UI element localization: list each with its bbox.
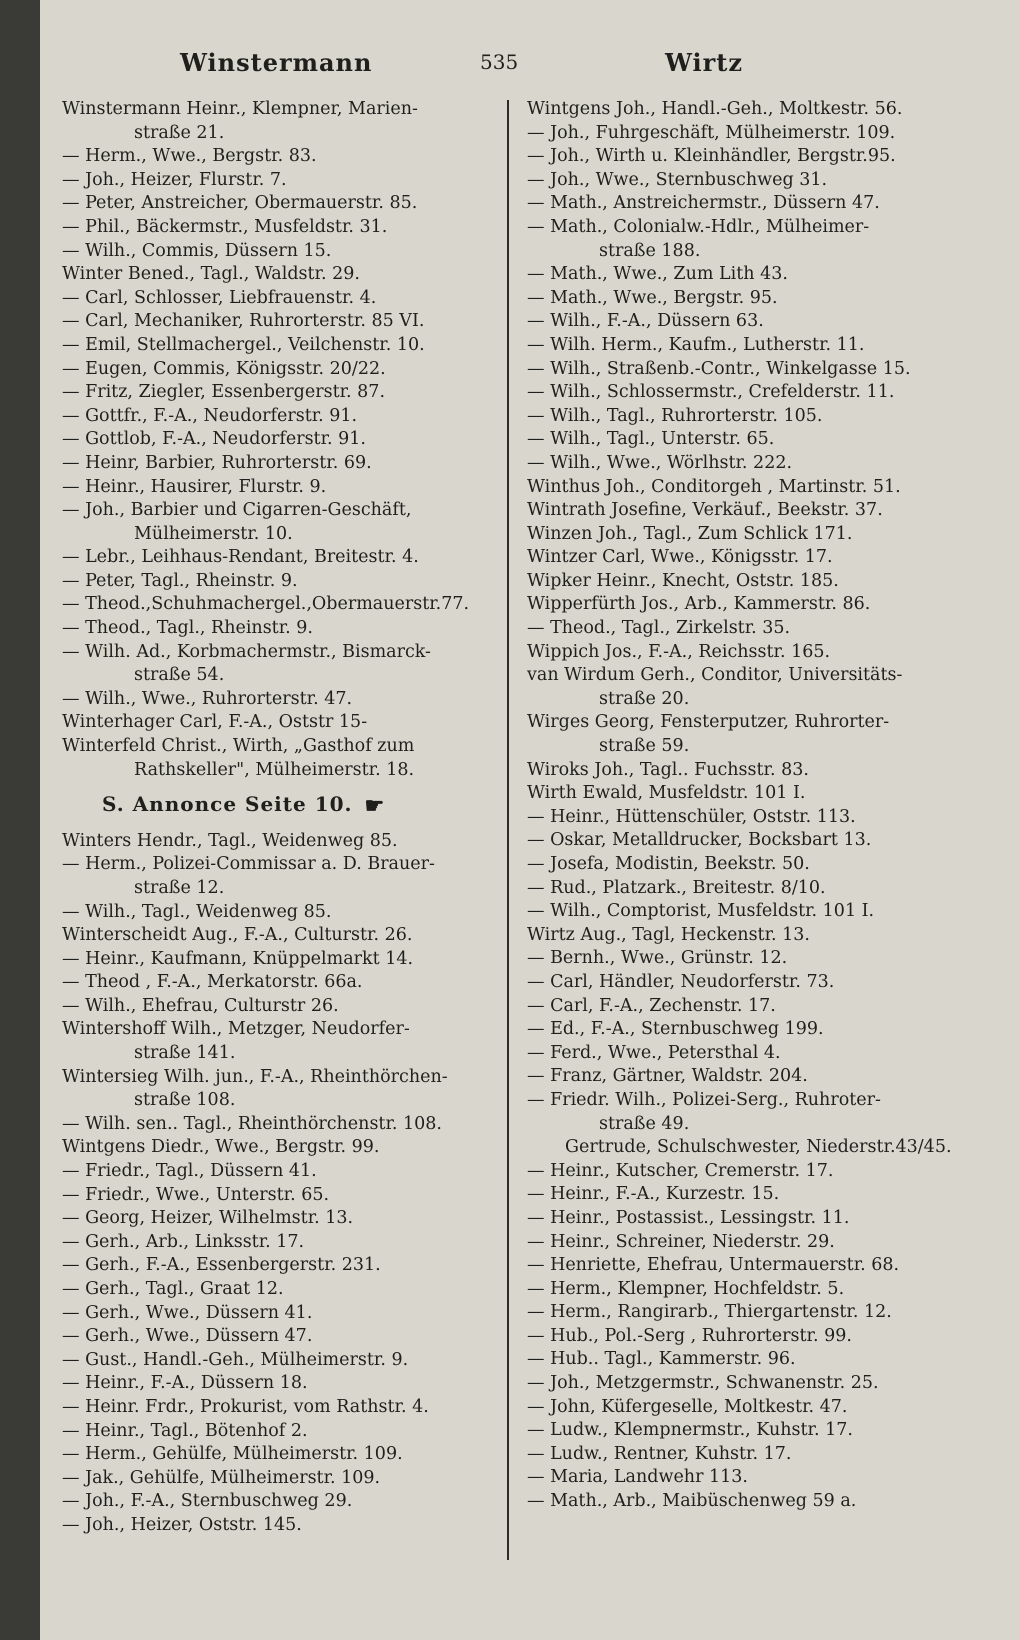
directory-entry: — Henriette, Ehefrau, Untermauerstr. 68. [527,1255,900,1276]
directory-entry: Wipker Heinr., Knecht, Oststr. 185. [527,570,839,591]
directory-entry: — Rud., Platzark., Breitestr. 8/10. [527,877,826,898]
directory-entry: Wintzer Carl, Wwe., Königsstr. 17. [527,547,833,568]
directory-entry: — Ferd., Wwe., Petersthal 4. [527,1042,781,1063]
directory-entry: Wintershoff Wilh., Metzger, Neudorfer- [62,1019,410,1040]
directory-entry: — Carl, Händler, Neudorferstr. 73. [527,971,835,992]
directory-entry: — Ludw., Rentner, Kuhstr. 17. [527,1443,792,1464]
directory-entry: — Gerh., F.-A., Essenbergerstr. 231. [62,1255,381,1276]
directory-entry: — Math., Wwe., Bergstr. 95. [527,287,778,308]
left-column [62,98,482,1538]
header-left-catchword: Winstermann [180,48,373,77]
directory-entry: — Heinr., F.-A., Kurzestr. 15. [527,1184,780,1205]
directory-entry: — Georg, Heizer, Wilhelmstr. 13. [62,1208,354,1229]
directory-entry: — Maria, Landwehr 113. [527,1467,748,1488]
directory-entry: — Wilh. sen.. Tagl., Rheinthörchenstr. 108. [62,1113,442,1134]
directory-entry: — Heinr. Frdr., Prokurist, vom Rathstr. 4. [62,1396,429,1417]
column-divider [507,100,509,1560]
directory-entry: — Math., Colonialw.-Hdlr., Mülheimer- [527,216,870,237]
directory-entry: — Carl, Mechaniker, Ruhrorterstr. 85 VI. [62,311,425,332]
directory-entry: Wirges Georg, Fensterputzer, Ruhrorter- [527,712,890,733]
directory-entry: Winzen Joh., Tagl., Zum Schlick 171. [527,523,853,544]
directory-entry: — Hub., Pol.-Serg , Ruhrorterstr. 99. [527,1325,852,1346]
directory-entry: — Ludw., Klempnermstr., Kuhstr. 17. [527,1420,853,1441]
directory-entry: — Joh., Wirth u. Kleinhändler, Bergstr.95. [527,146,896,167]
directory-entry: Rathskeller", Mülheimerstr. 18. [134,759,415,780]
directory-entry: — Fritz, Ziegler, Essenbergerstr. 87. [62,382,386,403]
directory-entry: — Heinr., Kaufmann, Knüppelmarkt 14. [62,948,414,969]
directory-entry: — Lebr., Leihhaus-Rendant, Breitestr. 4. [62,547,419,568]
directory-entry: — Wilh., Tagl., Ruhrorterstr. 105. [527,405,823,426]
header-right-catchword: Wirtz [665,48,744,77]
page-number: 535 [480,50,519,74]
directory-entry: straße 12. [134,877,225,898]
directory-entry: — Peter, Anstreicher, Obermauerstr. 85. [62,193,418,214]
directory-entry: — Jak., Gehülfe, Mülheimerstr. 109. [62,1467,381,1488]
directory-entry: Winstermann Heinr., Klempner, Marien- [62,99,418,119]
directory-entry: Wipperfürth Jos., Arb., Kammerstr. 86. [527,594,871,615]
directory-entry: — Carl, Schlosser, Liebfrauenstr. 4. [62,287,377,308]
directory-entry: straße 188. [599,240,701,261]
directory-entry: — Math., Wwe., Zum Lith 43. [527,264,788,285]
directory-entry: Winter Bened., Tagl., Waldstr. 29. [62,264,360,285]
directory-entry: — Emil, Stellmachergel., Veilchenstr. 10. [62,334,425,355]
directory-entry: — Heinr., Hüttenschüler, Oststr. 113. [527,806,856,827]
directory-entry: straße 21. [134,122,225,143]
directory-entry: — Heinr., Kutscher, Cremerstr. 17. [527,1160,834,1181]
directory-entry: — Gust., Handl.-Geh., Mülheimerstr. 9. [62,1349,409,1370]
directory-entry: — Wilh. Ad., Korbmachermstr., Bismarck- [62,641,431,662]
directory-entry: Gertrude, Schulschwester, Niederstr.43/45. [565,1137,952,1158]
directory-entry: — Joh., Metzgermstr., Schwanenstr. 25. [527,1373,879,1394]
directory-entry: — Theod., Tagl., Rheinstr. 9. [62,618,313,639]
directory-entry: — Wilh., Commis, Düssern 15. [62,240,332,261]
directory-entry: Winterhager Carl, F.-A., Oststr 15- [62,712,368,733]
annonce-reference: S. Annonce Seite 10. ☛ [62,786,482,824]
directory-entry: straße 141. [134,1043,236,1064]
directory-entry: — Herm., Gehülfe, Mülheimerstr. 109. [62,1444,403,1465]
directory-entry: — Wilh., Tagl., Weidenweg 85. [62,901,332,922]
directory-entry: — Heinr., F.-A., Düssern 18. [62,1373,308,1394]
directory-entry: — Herm., Wwe., Bergstr. 83. [62,146,317,167]
directory-entry: straße 59. [599,736,690,757]
directory-entry: Wirth Ewald, Musfeldstr. 101 I. [527,783,806,804]
directory-entry: — Oskar, Metalldrucker, Bocksbart 13. [527,830,872,851]
directory-entry: — Gerh., Arb., Linksstr. 17. [62,1231,305,1252]
directory-entry: — Math., Anstreichermstr., Düssern 47. [527,193,880,214]
directory-entry: Winterfeld Christ., Wirth, „Gasthof zum [62,736,415,757]
directory-entry: — Wilh., Tagl., Unterstr. 65. [527,429,775,450]
directory-entry: — Joh., Barbier und Cigarren-Geschäft, [62,500,412,521]
directory-entry: Winters Hendr., Tagl., Weidenweg 85. [62,830,398,851]
directory-entry: — Joh., Heizer, Oststr. 145. [62,1514,302,1535]
directory-entry: — Wilh., Straßenb.-Contr., Winkelgasse 15. [527,358,911,379]
directory-entry: — Joh., Fuhrgeschäft, Mülheimerstr. 109. [527,122,896,143]
directory-entry: — Bernh., Wwe., Grünstr. 12. [527,948,788,969]
directory-entry: — Wilh., Ehefrau, Culturstr 26. [62,995,339,1016]
directory-entry: — Theod.,Schuhmachergel.,Obermauerstr.77. [62,594,470,615]
directory-entry: Mülheimerstr. 10. [134,523,293,544]
directory-entry: Wintgens Joh., Handl.-Geh., Moltkestr. 56. [527,99,903,119]
directory-entry: — Wilh., F.-A., Düssern 63. [527,311,764,332]
directory-entry: Wiroks Joh., Tagl.. Fuchsstr. 83. [527,759,809,780]
directory-entry: — Phil., Bäckermstr., Musfeldstr. 31. [62,216,388,237]
directory-entry: — Heinr., Tagl., Bötenhof 2. [62,1420,308,1441]
directory-entry: — Theod., Tagl., Zirkelstr. 35. [527,618,791,639]
directory-entry: straße 20. [599,688,690,709]
directory-entry: — Gerh., Wwe., Düssern 47. [62,1326,313,1347]
directory-entry: — Carl, F.-A., Zechenstr. 17. [527,995,776,1016]
directory-entry: — Heinr., Schreiner, Niederstr. 29. [527,1231,835,1252]
directory-entry: — Friedr., Tagl., Düssern 41. [62,1161,317,1182]
directory-entry: — Heinr., Hausirer, Flurstr. 9. [62,476,327,497]
directory-entry: Wintrath Josefine, Verkäuf., Beekstr. 37. [527,500,883,521]
directory-entry: straße 54. [134,665,225,686]
directory-entry: — Joh., Heizer, Flurstr. 7. [62,169,287,190]
directory-entry: — Herm., Polizei-Commissar a. D. Brauer- [62,854,435,875]
directory-entry: straße 49. [599,1113,690,1134]
directory-entry: Winterscheidt Aug., F.-A., Culturstr. 26. [62,925,413,946]
directory-entry: Wintersieg Wilh. jun., F.-A., Rheinthörchen- [62,1066,448,1087]
directory-entry: — Friedr., Wwe., Unterstr. 65. [62,1184,330,1205]
directory-entry: Wintgens Diedr., Wwe., Bergstr. 99. [62,1137,380,1158]
directory-entry: — Wilh., Wwe., Wörlhstr. 222. [527,452,793,473]
right-column [527,98,952,1514]
directory-entry: — John, Küfergeselle, Moltkestr. 47. [527,1396,848,1417]
directory-entry: — Ed., F.-A., Sternbuschweg 199. [527,1019,824,1040]
page-header [40,40,1020,90]
directory-entry: Wippich Jos., F.-A., Reichsstr. 165. [527,641,831,662]
directory-entry: — Gerh., Tagl., Graat 12. [62,1279,284,1299]
directory-entry: — Math., Arb., Maibüschenweg 59 a. [527,1491,857,1512]
directory-entry: — Gottlob, F.-A., Neudorferstr. 91. [62,429,366,450]
directory-entry: — Friedr. Wilh., Polizei-Serg., Ruhroter- [527,1089,881,1110]
directory-page [40,0,1020,1640]
directory-entry: — Wilh., Comptorist, Musfeldstr. 101 I. [527,901,875,922]
directory-entry: — Joh., Wwe., Sternbuschweg 31. [527,169,828,190]
directory-entry: — Franz, Gärtner, Waldstr. 204. [527,1066,808,1087]
directory-entry: — Theod , F.-A., Merkatorstr. 66a. [62,972,363,993]
directory-entry: — Heinr, Barbier, Ruhrorterstr. 69. [62,452,372,473]
directory-entry: — Gottfr., F.-A., Neudorferstr. 91. [62,405,358,426]
pointing-hand-icon: ☛ [364,792,386,819]
directory-entry: — Josefa, Modistin, Beekstr. 50. [527,854,810,874]
directory-entry: — Heinr., Postassist., Lessingstr. 11. [527,1207,850,1228]
directory-entry: van Wirdum Gerh., Conditor, Universitäts- [527,665,903,686]
directory-entry: — Hub.. Tagl., Kammerstr. 96. [527,1349,796,1370]
directory-entry: — Peter, Tagl., Rheinstr. 9. [62,570,298,591]
directory-entry: — Joh., F.-A., Sternbuschweg 29. [62,1491,353,1512]
directory-entry: — Wilh. Herm., Kaufm., Lutherstr. 11. [527,334,865,355]
directory-entry: — Herm., Rangirarb., Thiergartenstr. 12. [527,1302,892,1323]
directory-entry: Wirtz Aug., Tagl, Heckenstr. 13. [527,924,810,945]
directory-entry: — Wilh., Wwe., Ruhrorterstr. 47. [62,688,353,709]
directory-entry: — Wilh., Schlossermstr., Crefelderstr. 11. [527,382,895,403]
directory-entry: — Eugen, Commis, Königsstr. 20/22. [62,358,386,379]
directory-entry: Winthus Joh., Conditorgeh , Martinstr. 51. [527,476,901,497]
directory-entry: straße 108. [134,1090,236,1111]
directory-entry: — Gerh., Wwe., Düssern 41. [62,1302,313,1323]
directory-entry: — Herm., Klempner, Hochfeldstr. 5. [527,1278,845,1299]
